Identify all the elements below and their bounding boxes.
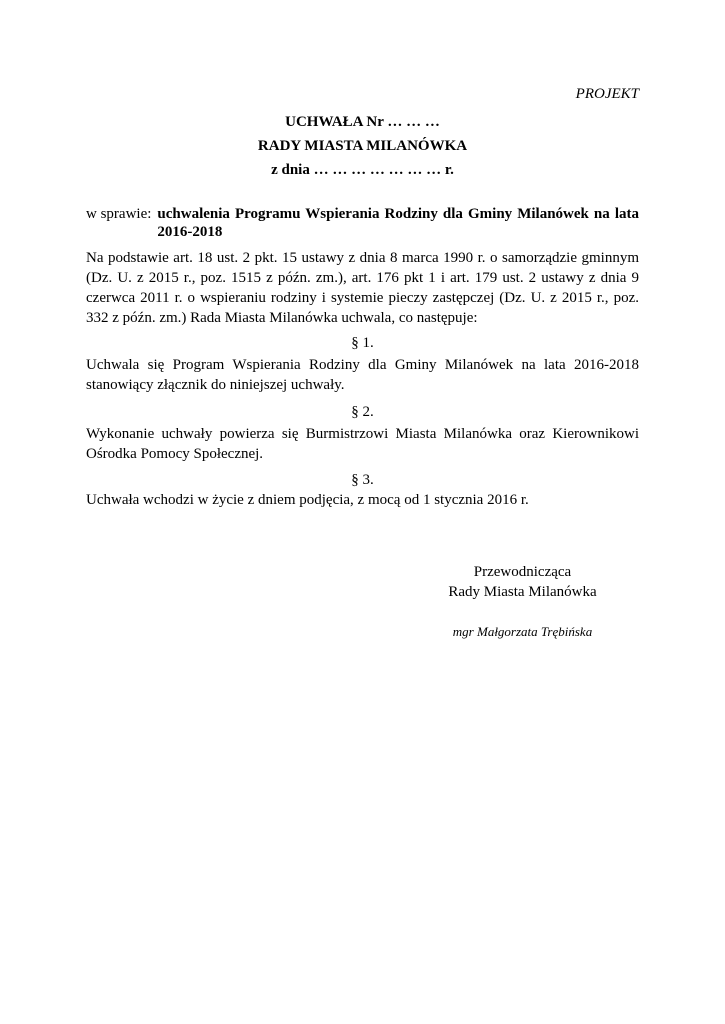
signatory-body: Rady Miasta Milanówka: [448, 584, 597, 600]
subject-block: [86, 205, 639, 241]
subject-prefix: w sprawie:: [86, 206, 152, 222]
section-1-text: Uchwala się Program Wspierania Rodziny dla Gminy Milanówek na lata 2016-2018 stanowiący złącznik do niniejszej uchwały.: [86, 357, 639, 393]
draft-label: PROJEKT: [575, 86, 639, 102]
subject-text: uchwalenia Programu Wspierania Rodziny dla Gminy Milanówek na lata 2016-2018: [157, 206, 639, 240]
resolution-number: UCHWAŁA Nr … … …: [285, 114, 440, 130]
resolution-date: z dnia … … … … … … … r.: [271, 162, 454, 178]
section-2-text: Wykonanie uchwały powierza się Burmistrzowi Miasta Milanówka oraz Kierownikowi Ośrodka Pomocy Społecznej.: [86, 426, 639, 462]
section-3-text: Uchwała wchodzi w życie z dniem podjęcia, z mocą od 1 stycznia 2016 r.: [86, 492, 529, 508]
legal-basis-paragraph: Na podstawie art. 18 ust. 2 pkt. 15 ustawy z dnia 8 marca 1990 r. o samorządzie gminnym (Dz. U. z 2015 r., poz. 1515 z późn. zm.), art. 176 pkt 1 i art. 179 ust. 2 ustawy z dnia 9 czerwca 2011 r. o wspieraniu rodziny i systemie pieczy zastępczej (Dz. U. z 2015 r., poz. 332 z późn. zm.) Rada Miasta Milanówka uchwala, co następuje:: [86, 250, 639, 326]
signatory-name: mgr Małgorzata Trębińska: [452, 624, 593, 639]
section-2-mark: § 2.: [351, 404, 374, 420]
signatory-role: Przewodnicząca: [473, 564, 572, 580]
issuing-body: RADY MIASTA MILANÓWKA: [257, 138, 468, 154]
section-3-mark: § 3.: [351, 472, 374, 488]
section-1-mark: § 1.: [351, 335, 374, 351]
